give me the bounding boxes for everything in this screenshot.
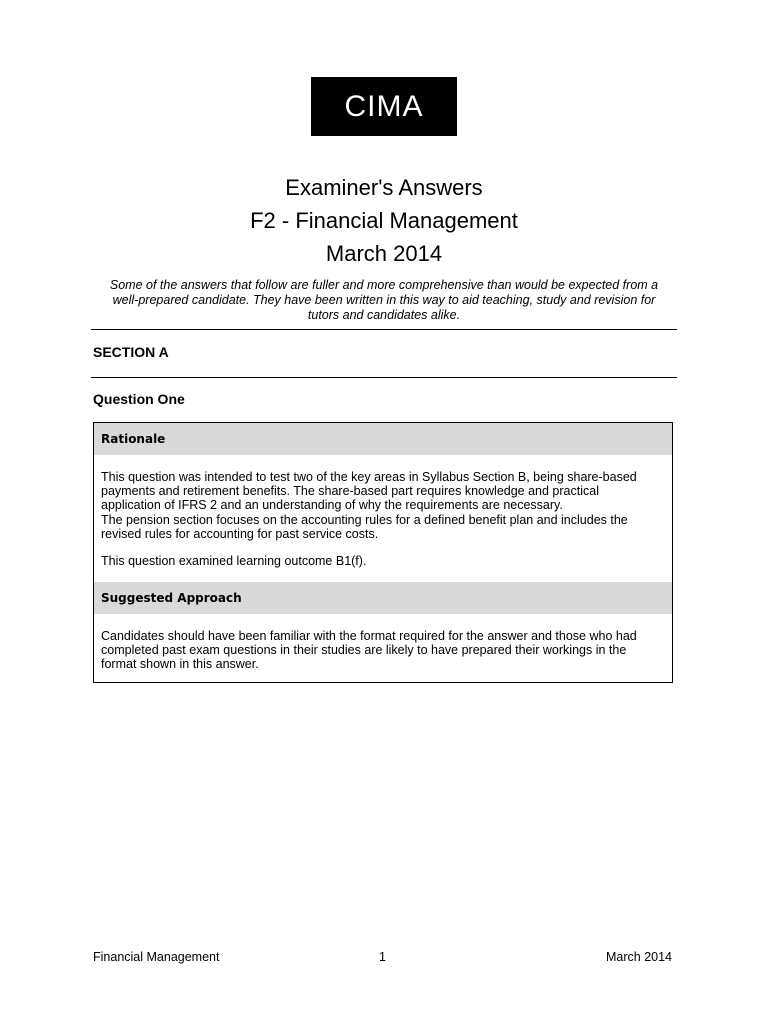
rationale-heading: Rationale bbox=[101, 432, 166, 446]
footer-right: March 2014 bbox=[606, 950, 673, 964]
document-subtitle: F2 - Financial Management bbox=[250, 208, 518, 233]
approach-band bbox=[94, 582, 672, 614]
rationale-text-1: This question was intended to test two of the key areas in Syllabus Section B, being share-based payments and retirement benefits. The share-based part requires knowledge and practical application of IFRS 2 and an understanding of why the requirements are necessary. bbox=[101, 470, 637, 512]
document-date: March 2014 bbox=[325, 241, 443, 266]
cima-logo bbox=[311, 77, 457, 136]
approach-heading: Suggested Approach bbox=[101, 591, 242, 605]
rationale-band bbox=[94, 423, 672, 455]
section-heading: SECTION A bbox=[93, 344, 169, 360]
rationale-outcome: This question examined learning outcome B1(f). bbox=[101, 554, 367, 568]
divider-top bbox=[91, 329, 677, 330]
approach-text: Candidates should have been familiar with the format required for the answer and those who had completed past exam questions in their studies are likely to have prepared their workings in the format shown in this answer. bbox=[101, 629, 637, 671]
logo-text: CIMA bbox=[344, 89, 424, 123]
answer-box bbox=[93, 422, 673, 683]
rationale-text-2: The pension section focuses on the accounting rules for a defined benefit plan and includes the revised rules for accounting for past service costs. bbox=[101, 513, 628, 541]
document-title: Examiner's Answers bbox=[285, 175, 483, 200]
question-heading: Question One bbox=[93, 391, 185, 407]
divider-section bbox=[91, 377, 677, 378]
footer-left: Financial Management bbox=[93, 950, 220, 964]
footer-page-number: 1 bbox=[379, 950, 386, 964]
intro-note: Some of the answers that follow are fuller and more comprehensive than would be expected from a well-prepared candidate. They have been written in this way to aid teaching, study and revision for tutors and candidates alike. bbox=[109, 278, 659, 322]
